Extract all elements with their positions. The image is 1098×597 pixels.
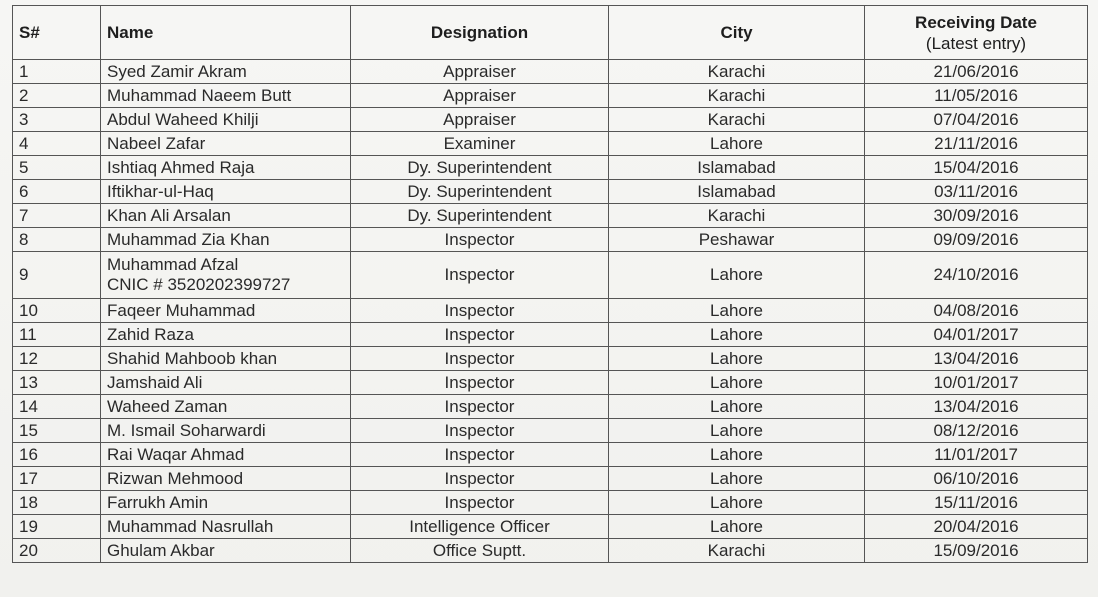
serial-number-cell: 4 [13,132,101,156]
receiving-date-cell: 09/09/2016 [865,228,1088,252]
header-receiving-date-title: Receiving Date [915,12,1037,32]
serial-number-cell: 11 [13,323,101,347]
designation-cell: Inspector [351,252,609,299]
table-row [13,371,1088,395]
city-cell: Lahore [609,323,865,347]
receiving-date-cell: 15/11/2016 [865,491,1088,515]
receiving-date-cell: 11/01/2017 [865,443,1088,467]
city-cell: Karachi [609,108,865,132]
name-cell: Waheed Zaman [101,395,351,419]
designation-cell: Inspector [351,395,609,419]
receiving-date-cell: 10/01/2017 [865,371,1088,395]
name-cell: Ishtiaq Ahmed Raja [101,156,351,180]
table-row [13,252,1088,299]
city-cell: Karachi [609,60,865,84]
table-row [13,539,1088,563]
name-cell: Syed Zamir Akram [101,60,351,84]
city-cell: Peshawar [609,228,865,252]
city-cell: Lahore [609,252,865,299]
serial-number-cell: 2 [13,84,101,108]
name-cell: Muhammad Naeem Butt [101,84,351,108]
table-row [13,467,1088,491]
designation-cell: Inspector [351,228,609,252]
city-cell: Islamabad [609,180,865,204]
designation-cell: Inspector [351,443,609,467]
name-cell: Nabeel Zafar [101,132,351,156]
serial-number-cell: 8 [13,228,101,252]
city-cell: Lahore [609,299,865,323]
name-cell: Rizwan Mehmood [101,467,351,491]
designation-cell: Appraiser [351,108,609,132]
designation-cell: Appraiser [351,60,609,84]
serial-number-cell: 1 [13,60,101,84]
designation-cell: Appraiser [351,84,609,108]
name-cell: Iftikhar-ul-Haq [101,180,351,204]
table-row [13,228,1088,252]
table-row [13,180,1088,204]
name-line: Muhammad Afzal [107,255,239,274]
receiving-date-cell: 21/06/2016 [865,60,1088,84]
city-cell: Islamabad [609,156,865,180]
receiving-date-cell: 04/01/2017 [865,323,1088,347]
name-cell [101,252,351,299]
designation-cell: Dy. Superintendent [351,180,609,204]
serial-number-cell: 10 [13,299,101,323]
designation-cell: Inspector [351,419,609,443]
header-receiving-date [865,6,1088,60]
receiving-date-cell: 04/08/2016 [865,299,1088,323]
table-row [13,84,1088,108]
name-cell: Khan Ali Arsalan [101,204,351,228]
designation-cell: Inspector [351,323,609,347]
name-cell: Rai Waqar Ahmad [101,443,351,467]
city-cell: Lahore [609,515,865,539]
city-cell: Lahore [609,419,865,443]
table-row [13,108,1088,132]
name-cell: Farrukh Amin [101,491,351,515]
designation-cell: Examiner [351,132,609,156]
table-row [13,323,1088,347]
table-row [13,299,1088,323]
receiving-date-cell: 20/04/2016 [865,515,1088,539]
cnic-line: CNIC # 3520202399727 [107,275,291,294]
header-city: City [609,6,865,60]
serial-number-cell: 13 [13,371,101,395]
receiving-date-cell: 03/11/2016 [865,180,1088,204]
receiving-date-cell: 13/04/2016 [865,347,1088,371]
receiving-date-cell: 15/04/2016 [865,156,1088,180]
table-row [13,156,1088,180]
city-cell: Lahore [609,467,865,491]
serial-number-cell: 20 [13,539,101,563]
header-receiving-date-subtitle: (Latest entry) [925,33,1027,53]
table-row [13,347,1088,371]
city-cell: Lahore [609,443,865,467]
table-row [13,132,1088,156]
city-cell: Lahore [609,132,865,156]
receiving-date-cell: 11/05/2016 [865,84,1088,108]
serial-number-cell: 16 [13,443,101,467]
receiving-date-cell: 07/04/2016 [865,108,1088,132]
serial-number-cell: 14 [13,395,101,419]
table-row [13,515,1088,539]
designation-cell: Dy. Superintendent [351,156,609,180]
designation-cell: Intelligence Officer [351,515,609,539]
serial-number-cell: 9 [13,252,101,299]
city-cell: Karachi [609,539,865,563]
serial-number-cell: 12 [13,347,101,371]
city-cell: Lahore [609,371,865,395]
name-cell: Abdul Waheed Khilji [101,108,351,132]
receiving-date-cell: 15/09/2016 [865,539,1088,563]
receiving-date-cell: 24/10/2016 [865,252,1088,299]
header-serial-number: S# [13,6,101,60]
table-row [13,443,1088,467]
table-body [13,60,1088,563]
name-cell: Ghulam Akbar [101,539,351,563]
city-cell: Karachi [609,84,865,108]
serial-number-cell: 5 [13,156,101,180]
serial-number-cell: 19 [13,515,101,539]
city-cell: Lahore [609,395,865,419]
serial-number-cell: 15 [13,419,101,443]
table-row [13,491,1088,515]
receiving-date-cell: 30/09/2016 [865,204,1088,228]
name-cell: Muhammad Nasrullah [101,515,351,539]
designation-cell: Inspector [351,467,609,491]
city-cell: Lahore [609,347,865,371]
receiving-date-cell: 06/10/2016 [865,467,1088,491]
receiving-date-cell: 21/11/2016 [865,132,1088,156]
name-cell: M. Ismail Soharwardi [101,419,351,443]
designation-cell: Inspector [351,371,609,395]
receiving-date-cell: 08/12/2016 [865,419,1088,443]
designation-cell: Inspector [351,299,609,323]
name-cell: Muhammad Zia Khan [101,228,351,252]
city-cell: Karachi [609,204,865,228]
designation-cell: Inspector [351,347,609,371]
table-row [13,395,1088,419]
serial-number-cell: 6 [13,180,101,204]
table-row [13,204,1088,228]
records-table [12,5,1088,563]
header-name: Name [101,6,351,60]
name-cell: Zahid Raza [101,323,351,347]
table-row [13,419,1088,443]
name-cell: Faqeer Muhammad [101,299,351,323]
serial-number-cell: 3 [13,108,101,132]
table-header-row [13,6,1088,60]
designation-cell: Inspector [351,491,609,515]
name-cell: Jamshaid Ali [101,371,351,395]
designation-cell: Office Suptt. [351,539,609,563]
name-cell: Shahid Mahboob khan [101,347,351,371]
serial-number-cell: 17 [13,467,101,491]
designation-cell: Dy. Superintendent [351,204,609,228]
serial-number-cell: 18 [13,491,101,515]
serial-number-cell: 7 [13,204,101,228]
city-cell: Lahore [609,491,865,515]
table-row [13,60,1088,84]
receiving-date-cell: 13/04/2016 [865,395,1088,419]
header-designation: Designation [351,6,609,60]
